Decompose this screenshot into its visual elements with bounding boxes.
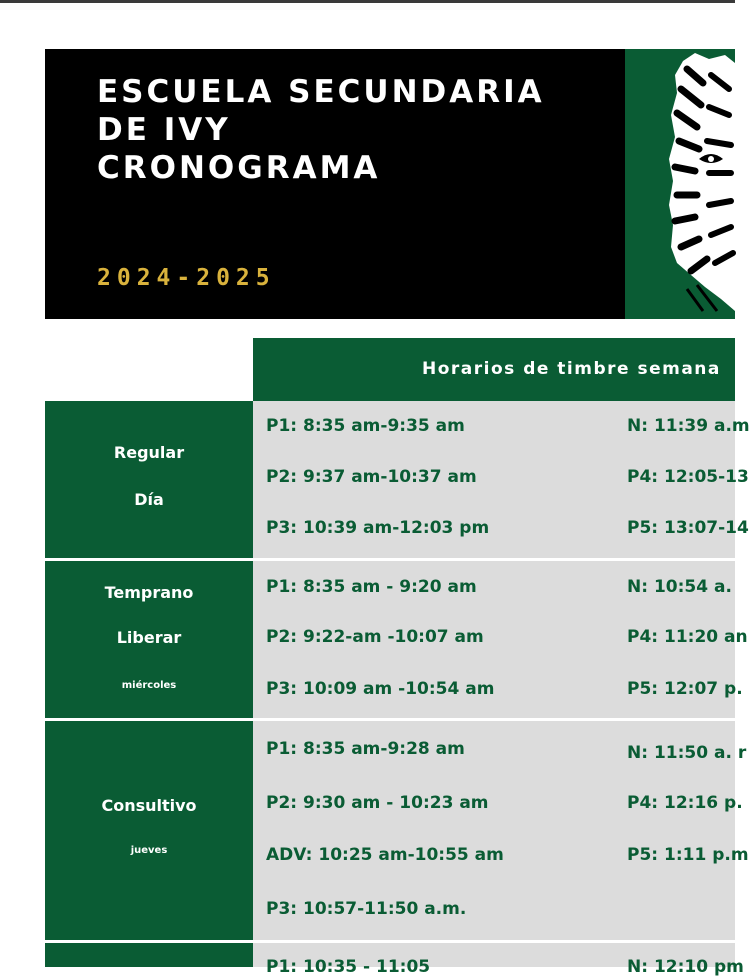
period-time: P2: 9:37 am-10:37 am bbox=[266, 467, 477, 487]
row-label-line: Consultivo bbox=[101, 796, 197, 815]
row-label-line: Liberar bbox=[116, 628, 182, 647]
row-label-partial bbox=[45, 943, 253, 967]
period-time: P2: 9:30 am - 10:23 am bbox=[266, 793, 489, 813]
row-label-early-release bbox=[45, 561, 253, 718]
schedule-row-regular bbox=[45, 401, 750, 558]
period-time: N: 11:50 a. r bbox=[627, 743, 747, 763]
period-time: P3: 10:09 am -10:54 am bbox=[266, 679, 495, 699]
row-label-day: miércoles bbox=[121, 680, 177, 691]
row-times-early-release bbox=[253, 561, 748, 718]
period-time: N: 11:39 a.m bbox=[627, 416, 750, 436]
schedule-row-early-release bbox=[45, 561, 748, 718]
period-time: P4: 12:16 p. bbox=[627, 793, 743, 813]
period-time: P5: 1:11 p.m bbox=[627, 845, 749, 865]
tiger-mascot-icon bbox=[625, 49, 735, 319]
row-label-advisory bbox=[45, 721, 253, 940]
title-line-1: ESCUELA SECUNDARIA bbox=[97, 74, 545, 110]
title-line-2: DE IVY bbox=[97, 112, 231, 148]
period-time: P5: 13:07-14 bbox=[627, 518, 749, 538]
period-time: P2: 9:22-am -10:07 am bbox=[266, 627, 484, 647]
period-time: P4: 12:05-13 bbox=[627, 467, 749, 487]
page-title bbox=[97, 73, 617, 187]
row-times-advisory bbox=[253, 721, 749, 940]
row-label-day: jueves bbox=[130, 845, 168, 856]
row-times-regular bbox=[253, 401, 750, 558]
school-year: 2024-2025 bbox=[97, 265, 276, 291]
schedule-row-advisory bbox=[45, 721, 749, 940]
period-time: P1: 8:35 am-9:35 am bbox=[266, 416, 465, 436]
row-label-line: Regular bbox=[113, 443, 185, 462]
period-time: P4: 11:20 an bbox=[627, 627, 748, 647]
period-time: ADV: 10:25 am-10:55 am bbox=[266, 845, 504, 865]
row-label-line: Día bbox=[134, 490, 164, 509]
top-border bbox=[0, 0, 735, 3]
mascot-panel bbox=[625, 49, 735, 319]
row-times-partial bbox=[253, 943, 744, 977]
row-label-line: Temprano bbox=[104, 583, 194, 602]
week-header-text: Horarios de timbre semana bbox=[422, 359, 721, 379]
period-time: P3: 10:57-11:50 a.m. bbox=[266, 899, 467, 919]
period-time: P1: 10:35 - 11:05 bbox=[266, 957, 431, 977]
title-line-3: CRONOGRAMA bbox=[97, 150, 381, 186]
period-time: P5: 12:07 p. bbox=[627, 679, 743, 699]
row-label-regular bbox=[45, 401, 253, 558]
period-time: P1: 8:35 am - 9:20 am bbox=[266, 577, 477, 597]
schedule-row-partial bbox=[45, 943, 744, 977]
header-banner bbox=[45, 49, 735, 319]
period-time: N: 10:54 a. bbox=[627, 577, 732, 597]
period-time: P1: 8:35 am-9:28 am bbox=[266, 739, 465, 759]
period-time: N: 12:10 pm bbox=[627, 957, 744, 977]
period-time: P3: 10:39 am-12:03 pm bbox=[266, 518, 490, 538]
week-bell-schedule-header bbox=[253, 338, 735, 401]
